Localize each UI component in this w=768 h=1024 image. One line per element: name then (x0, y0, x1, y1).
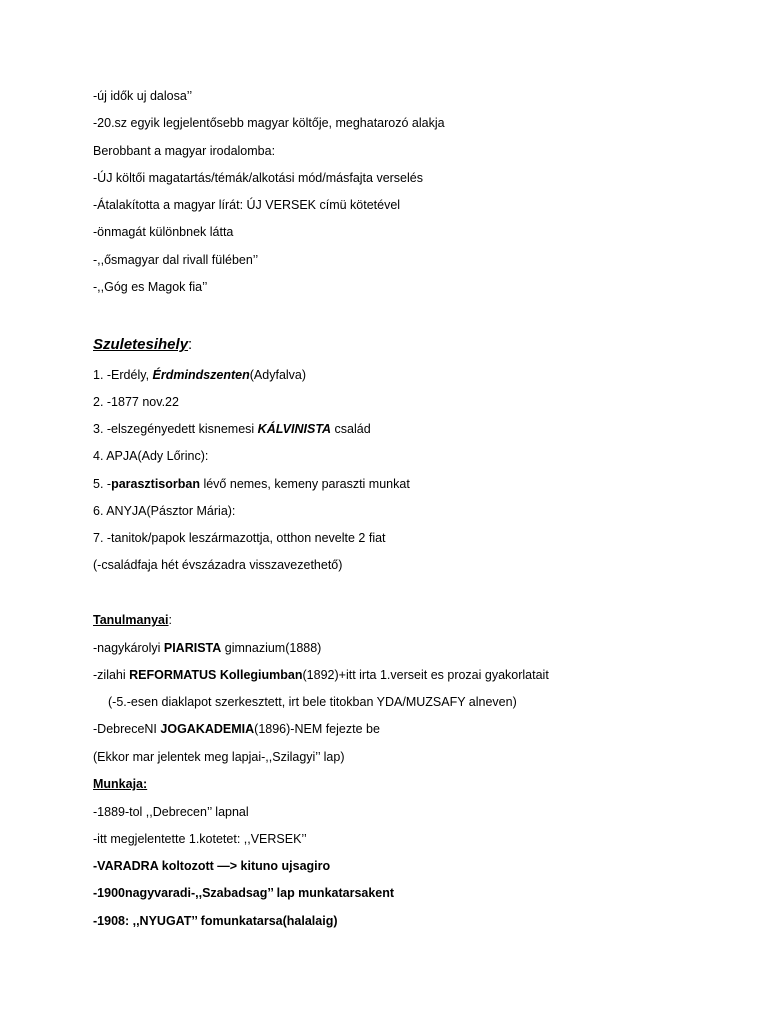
studies-line-3: (-5.-esen diaklapot szerkesztett, irt bele titokban YDA/MUZSAFY alneven) (108, 695, 517, 709)
birth-line-3 (93, 421, 371, 437)
work-line-3: -VARADRA koltozott —> kituno ujsagiro (93, 859, 331, 873)
studies-line-4 (93, 721, 380, 737)
studies-line-5: (Ekkor mar jelentek meg lapjai-,,Szilagyi’’ lap) (93, 750, 345, 764)
intro-line: -Átalakította a magyar lírát: ÚJ VERSEK címü kötetével (93, 198, 401, 212)
birth-line-4: 4. APJA(Ady Lőrinc): (93, 449, 209, 463)
birth-heading-colon: : (188, 336, 193, 353)
intro-line: -20.sz egyik legjelentősebb magyar költője, meghatarozó alakja (93, 116, 445, 130)
work-line-4: -1900nagyvaradi-,,Szabadsag’’ lap munkatarsakent (93, 886, 395, 900)
studies-heading-text: Tanulmanyai (93, 613, 169, 627)
intro-line: Berobbant a magyar irodalomba: (93, 144, 276, 158)
intro-line: -ÚJ költői magatartás/témák/alkotási mód/másfajta verselés (93, 171, 423, 185)
text-part: gimnazium(1888) (221, 641, 322, 655)
bold-term: REFORMATUS Kollegiumban (129, 668, 303, 682)
work-line-2: -itt megjelentette 1.kotetet: ,,VERSEK’’ (93, 832, 307, 846)
intro-line: -,,Góg es Magok fia’’ (93, 280, 208, 294)
text-part: lévő nemes, kemeny paraszti munkat (199, 477, 410, 491)
text-part: (1892)+itt irta 1.verseit es prozai gyakorlatait (302, 668, 549, 682)
birth-line-5 (93, 476, 410, 492)
birth-line-1 (93, 367, 306, 383)
birth-heading (93, 336, 192, 354)
text-part: 3. -elszegényedett kisnemesi (93, 422, 258, 436)
birth-heading-text: Szuletesihely (93, 336, 189, 353)
studies-heading (93, 612, 172, 628)
birth-line-7: 7. -tanitok/papok leszármazottja, otthon nevelte 2 fiat (93, 531, 386, 545)
bold-term: JOGAKADEMIA (160, 722, 255, 736)
birth-line-6: 6. ANYJA(Pásztor Mária): (93, 504, 236, 518)
studies-line-2 (93, 667, 549, 683)
birth-line-8: (-családfaja hét évszázadra visszavezethető) (93, 558, 343, 572)
work-line-1: -1889-tol ,,Debrecen’’ lapnal (93, 805, 249, 819)
text-part: (1896)-NEM fejezte be (254, 722, 380, 736)
work-heading: Munkaja: (93, 777, 148, 791)
intro-line: -önmagát különbnek látta (93, 225, 234, 239)
bold-term: PIARISTA (163, 641, 222, 655)
bold-term: parasztisorban (111, 477, 200, 491)
text-part: -nagykárolyi (93, 641, 164, 655)
religion-term: KÁLVINISTA (257, 422, 332, 436)
text-part: -zilahi (93, 668, 130, 682)
studies-heading-colon: : (168, 613, 172, 627)
text-part: 1. -Erdély, (93, 368, 153, 382)
text-part: -DebreceNI (93, 722, 161, 736)
studies-line-1 (93, 640, 321, 656)
text-part: 5. - (93, 477, 112, 491)
place-name: Érdmindszenten (152, 368, 250, 382)
birth-line-2: 2. -1877 nov.22 (93, 395, 179, 409)
text-part: (Adyfalva) (249, 368, 307, 382)
intro-line: -új idők uj dalosa’’ (93, 89, 193, 103)
work-line-5: -1908: ,,NYUGAT’’ fomunkatarsa(halalaig) (93, 914, 338, 928)
text-part: család (331, 422, 371, 436)
intro-line: -,,ősmagyar dal rivall fülében’’ (93, 253, 259, 267)
